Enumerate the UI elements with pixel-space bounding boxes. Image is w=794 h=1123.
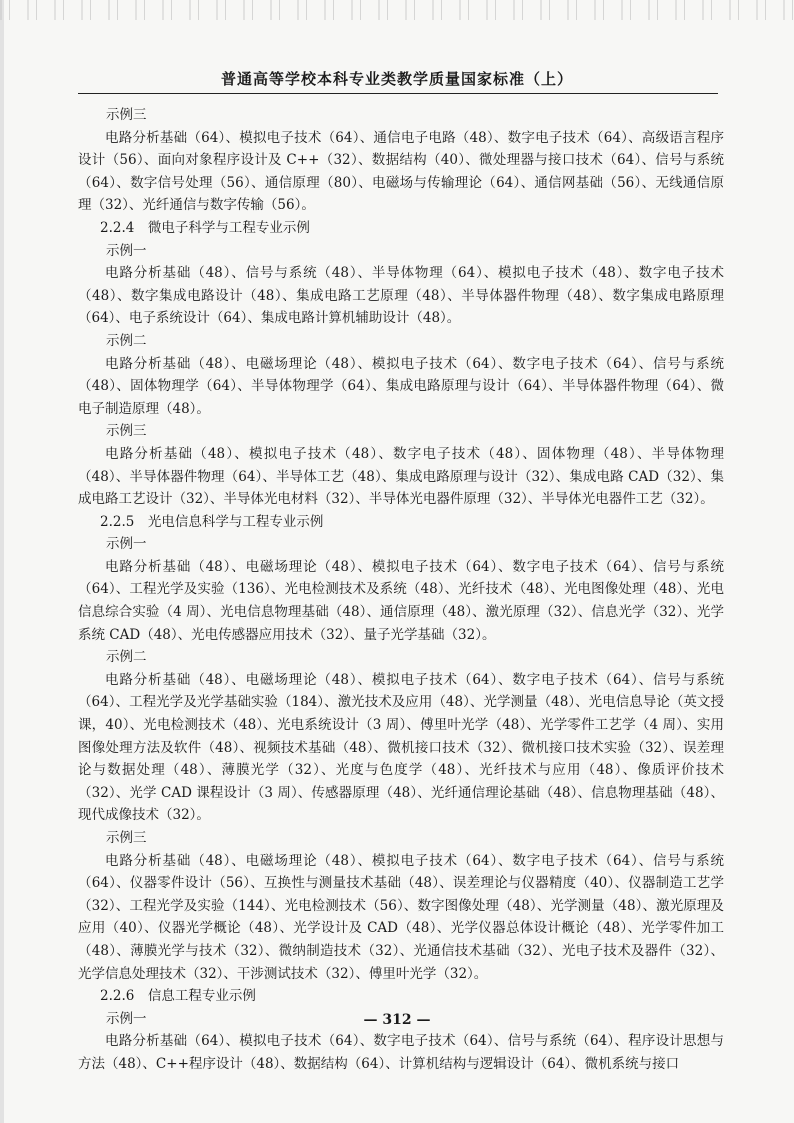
example-heading: 示例一: [106, 1010, 147, 1027]
course-list-paragraph: 电路分析基础（48）、电磁场理论（48）、模拟电子技术（64）、数字电子技术（64）、信号与系统（48）、固体物理学（64）、半导体物理学（64）、集成电路原理与设计（64）、半导体器件物理（64）、微电子制造原理（48）。: [78, 355, 724, 417]
example-heading: 示例二: [106, 649, 147, 666]
scan-artifact-strip: [0, 0, 794, 20]
example-heading: 示例二: [106, 332, 147, 349]
scan-edge: [0, 0, 4, 1123]
header-rule: [78, 93, 718, 94]
running-header: 普通高等学校本科专业类教学质量国家标准（上）: [220, 70, 573, 88]
page-number: — 312 —: [363, 1012, 431, 1028]
course-list-paragraph: 电路分析基础（64）、模拟电子技术（64）、数字电子技术（64）、信号与系统（64）、程序设计思想与方法（48）、C++程序设计（48）、数据结构（64）、计算机结构与逻辑设计（64）、微机系统与接口: [78, 1033, 724, 1072]
course-list-paragraph: 电路分析基础（64）、模拟电子技术（64）、通信电子电路（48）、数字电子技术（64）、高级语言程序设计（56）、面向对象程序设计及 C++（32）、数据结构（40）、微处理器与接口技术（64）、信号与系统（64）、数字信号处理（56）、通信原理（80）、电磁场与传输理论（64）、通信网基础（56）、无线通信原理（32）、光纤通信与数字传输（56）。: [78, 129, 724, 214]
example-heading: 示例三: [106, 107, 147, 123]
course-list-paragraph: 电路分析基础（48）、电磁场理论（48）、模拟电子技术（64）、数字电子技术（64）、信号与系统（64）、仪器零件设计（56）、互换性与测量技术基础（48）、误差理论与仪器精度（40）、仪器制造工艺学（32）、工程光学及实验（144）、光电检测技术（56）、数字图像处理（48）、光学测量（48）、激光原理及应用（40）、仪器光学概论（48）、光学设计及 CAD（48）、光学仪器总体设计概论（48）、光学零件加工（48）、薄膜光学与技术（32）、微纳制造技术（32）、光通信技术基础（32）、光电子技术及器件（32）、光学信息处理技术（32）、干涉测试技术（32）、傅里叶光学（32）。: [78, 852, 724, 982]
section-heading: 2.2.6 信息工程专业示例: [100, 988, 256, 1005]
example-heading: 示例三: [106, 830, 147, 846]
course-list-paragraph: 电路分析基础（48）、信号与系统（48）、半导体物理（64）、模拟电子技术（48）、数字电子技术（48）、数字集成电路设计（48）、集成电路工艺原理（48）、半导体器件物理（48）、数字集成电路原理（64）、电子系统设计（64）、集成电路计算机辅助设计（48）。: [78, 265, 724, 327]
course-list-paragraph: 电路分析基础（48）、电磁场理论（48）、模拟电子技术（64）、数字电子技术（64）、信号与系统（64）、工程光学及光学基础实验（184）、激光技术及应用（48）、光学测量（48）、光电信息导论（英文授课，40）、光电检测技术（48）、光电系统设计（3 周）、傅里叶光学（48）、光学零件工艺学（4 周）、实用图像处理方法及软件（48）、视频技术基础（48）、微机接口技术（32）、微机接口技术实验（32）、误差理论与数据处理（48）、薄膜光学（32）、光度与色度学（48）、光纤技术与应用（48）、像质评价技术（32）、光学 CAD 课程设计（3 周）、传感器原理（48）、光纤通信理论基础（48）、信息物理基础（48）、现代成像技术（32）。: [78, 671, 724, 824]
section-heading: 2.2.4 微电子科学与工程专业示例: [100, 219, 310, 236]
example-heading: 示例一: [106, 242, 147, 259]
example-heading: 示例三: [106, 423, 147, 440]
course-list-paragraph: 电路分析基础（48）、模拟电子技术（48）、数字电子技术（48）、固体物理（48）、半导体物理（48）、半导体器件物理（64）、半导体工艺（48）、集成电路原理与设计（32）、集成电路 CAD（32）、集成电路工艺设计（32）、半导体光电材料（32）、半导体光电器件原理（32）、半导体光电器件工艺（32）。: [78, 445, 724, 508]
course-list-paragraph: 电路分析基础（48）、电磁场理论（48）、模拟电子技术（64）、数字电子技术（64）、信号与系统（64）、工程光学及实验（136）、光电检测技术及系统（48）、光纤技术（48）、光电图像处理（48）、光电信息综合实验（4 周）、光电信息物理基础（48）、通信原理（48）、激光原理（32）、信息光学（32）、光学系统 CAD（48）、光电传感器应用技术（32）、量子光学基础（32）。: [78, 558, 724, 643]
example-heading: 示例一: [106, 536, 147, 553]
section-heading: 2.2.5 光电信息科学与工程专业示例: [100, 513, 324, 530]
document-body: [78, 104, 724, 1076]
